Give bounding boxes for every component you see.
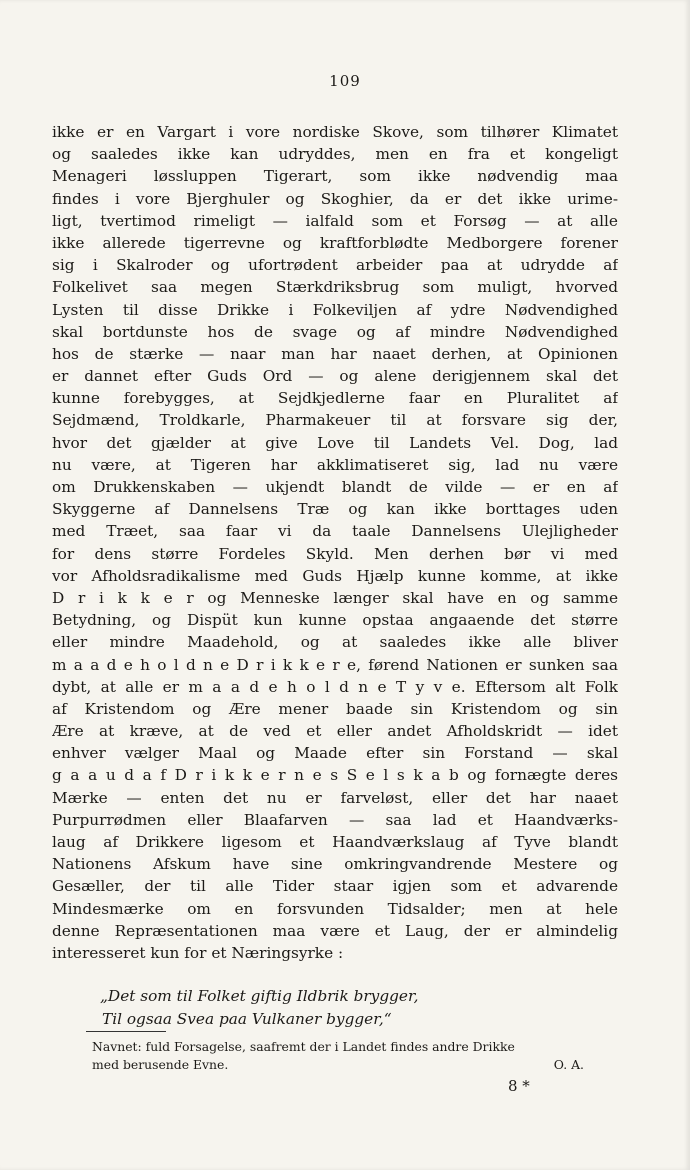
text-line: Menageri løssluppen Tigerart, som ikke nødvendig maa [52,167,618,186]
text-line: Betydning, og Dispüt kun kunne opstaa angaaende det større [52,611,618,630]
text-line: enhver vælger Maal og Maade efter sin Forstand — skal [52,744,618,763]
text-line: eller mindre Maadehold, og at saaledes ikke alle bliver [52,633,618,652]
text-line: m a a d e h o l d n e D r i k k e r e, førend Nationen er sunken saa [52,655,618,674]
page-number: 109 [329,72,361,90]
text-line: Nationens Afskum have sine omkringvandrende Mestere og [52,855,618,874]
footnote-line: Navnet: fuld Forsagelse, saafremt der i Landet findes andre Drikke [92,1039,515,1054]
text-line: Sejdmænd, Troldkarle, Pharmakeuer til at forsvare sig der, [52,411,618,430]
text-line: kunne forebygges, at Sejdkjedlerne faar en Pluralitet af [52,389,618,408]
text-line: Lysten til disse Drikke i Folkeviljen af ydre Nødvendighed [52,300,618,319]
text-line: nu være, at Tigeren har akklimatiseret sig, lad nu være [52,455,618,474]
text-line: er dannet efter Guds Ord — og alene derigjennem skal det [52,367,618,386]
text-line: Mindesmærke om en forsvunden Tidsalder; men at hele [52,899,618,918]
text-line: Skyggerne af Dannelsens Træ og kan ikke borttages uden [52,500,618,519]
text-line: Purpurrødmen eller Blaafarven — saa lad et Haandværks- [52,810,618,829]
text-line: vor Afholdsradikalisme med Guds Hjælp kunne komme, at ikke [52,566,618,585]
footnote-line-2 [92,1056,620,1074]
text-line: interesseret kun for et Næringsyrke : [52,943,344,962]
text-line: ikke allerede tigerrevne og kraftforblødte Medborgere forener [52,233,618,252]
verse-line: Til ogsaa Svea paa Vulkaner bygger,“ [102,1010,392,1028]
footnote-rule [86,1031,166,1032]
text-line: af Kristendom og Ære mener baade sin Kristendom og sin [52,699,618,718]
footnote-signature: O. A. [553,1057,584,1072]
text-line: ikke er en Vargart i vore nordiske Skove, som tilhører Klimatet [52,123,618,141]
text-line: Mærke — enten det nu er farveløst, eller det har naaet [52,788,618,807]
text-line: ligt, tvertimod rimeligt — ialfald som et Forsøg — at alle [52,211,618,230]
text-line: dybt, at alle er m a a d e h o l d n e T y v e. Eftersom alt Folk [52,677,618,696]
text-line: g a a u d a f D r i k k e r n e s S e l s k a b og fornægte deres [52,766,618,785]
text-line: med Træet, saa faar vi da taale Dannelsens Ulejligheder [52,522,618,541]
text-line: hos de stærke — naar man har naaet derhen, at Opinionen [52,344,618,363]
text-line: Folkelivet saa megen Stærkdriksbrug som muligt, hvorved [52,278,618,297]
text-line: hvor det gjælder at give Love til Landets Vel. Dog, lad [52,433,618,452]
text-line: skal bortdunste hos de svage og af mindre Nødvendighed [52,322,618,341]
text-line: D r i k k e r og Menneske længer skal have en og samme [52,588,618,607]
footnote [92,1038,620,1074]
text-line: om Drukkenskaben — ukjendt blandt de vilde — er en af [52,478,618,496]
text-line: Gesæller, der til alle Tider staar igjen som et advarende [52,877,618,896]
text-line: og saaledes ikke kan udryddes, men en fra et kongeligt [52,145,618,164]
footnote-text: med berusende Evne. [92,1057,229,1072]
verse-line: „Det som til Folket giftig Ildbrik brygger, [100,987,419,1005]
text-line: sig i Skalroder og ufortrødent arbeider paa at udrydde af [52,256,618,275]
text-line: for dens større Fordeles Skyld. Men derhen bør vi med [52,544,618,563]
verse-quote [100,985,520,1031]
text-line: findes i vore Bjerghuler og Skoghier, da er det ikke urime- [52,189,618,208]
text-line: denne Repræsentationen maa være et Laug, der er almindelig [52,921,618,940]
text-line: Ære at kræve, at de ved et eller andet Afholdskridt — idet [52,722,618,741]
text-line: laug af Drikkere ligesom et Haandværkslaug af Tyve blandt [52,833,618,851]
printer-signature-mark: 8 * [508,1077,530,1095]
body-text [52,121,618,964]
